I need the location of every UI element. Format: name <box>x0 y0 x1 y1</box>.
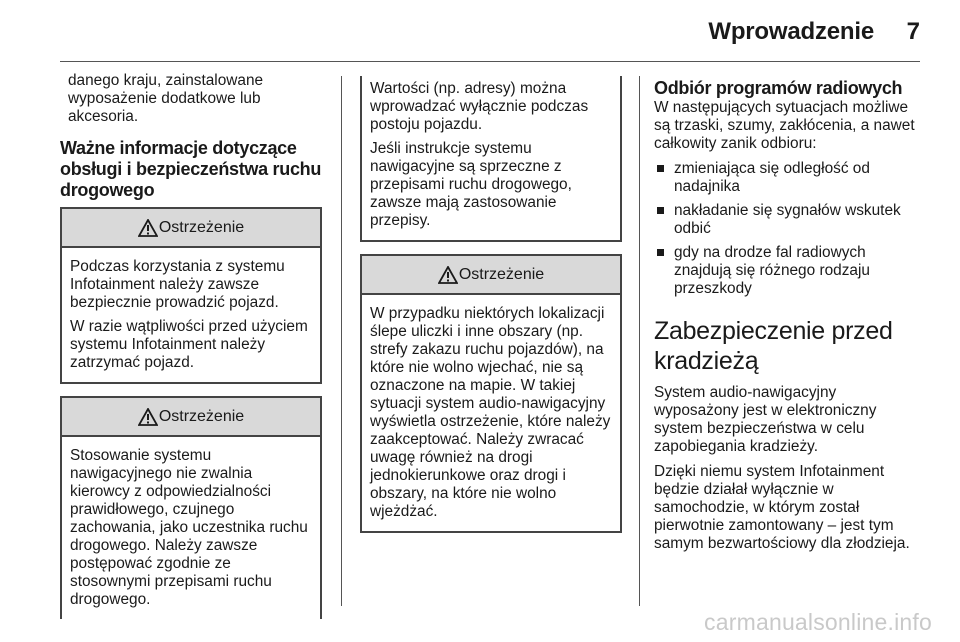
warning-triangle-icon <box>138 219 158 237</box>
body-paragraph: System audio-nawigacyjny wyposażony jest w elektroniczny system bezpieczeństwa w celu zapobiegania kradzieży. <box>654 384 877 455</box>
warning-body <box>362 295 620 531</box>
square-bullet-icon <box>657 207 664 214</box>
list-item <box>654 244 916 298</box>
watermark-text: carmanualsonline.info <box>704 609 932 635</box>
warning-title: Ostrzeżenie <box>458 265 545 283</box>
warning-paragraph: Stosowanie systemu nawigacyjnego nie zwalnia kierowcy z odpowiedzialności prawidłowego, czujnego zachowania, jako uczestnika ruchu drogowego. Należy zawsze postępować zgodnie ze stosownymi przepisami ruchu drogowego. <box>70 447 308 608</box>
column-3 <box>654 78 916 560</box>
column-1 <box>60 72 322 619</box>
warning-triangle-icon <box>138 408 158 426</box>
section-title: Zabezpieczenie przed kradzieżą <box>654 317 893 375</box>
warning-paragraph: Jeśli instrukcje systemu nawigacyjne są sprzeczne z przepisami ruchu drogowego, zawsze mają zastosowanie przepisy. <box>370 140 572 229</box>
warning-body <box>62 437 320 619</box>
warning-triangle-icon <box>438 266 458 284</box>
column-divider <box>341 76 342 606</box>
warning-title: Ostrzeżenie <box>158 218 245 236</box>
warning-paragraph: Podczas korzystania z systemu Infotainment należy zawsze bezpiecznie prowadzić pojazd. <box>70 258 285 311</box>
warning-box-continued <box>360 76 622 242</box>
column-divider <box>639 76 640 606</box>
list-item <box>654 160 916 196</box>
warning-header <box>62 398 320 437</box>
warning-box <box>360 254 622 533</box>
warning-header <box>62 209 320 248</box>
body-paragraph: W następujących sytuacjach możliwe są trzaski, szumy, zakłócenia, a nawet całkowity zanik odbioru: <box>654 99 915 152</box>
list-item-text: zmieniająca się odległość od nadajnika <box>674 160 870 195</box>
warning-body <box>62 248 320 382</box>
warning-title: Ostrzeżenie <box>158 407 245 425</box>
bullet-list <box>654 160 916 298</box>
section-heading: Odbiór programów radiowych <box>654 78 903 98</box>
header-rule <box>60 61 920 62</box>
page-number: 7 <box>906 18 920 45</box>
intro-line: akcesoria. <box>68 108 139 125</box>
intro-line: danego kraju, zainstalowane <box>68 72 264 89</box>
warning-paragraph: W razie wątpliwości przed użyciem systemu Infotainment należy zatrzymać pojazd. <box>70 318 308 371</box>
intro-text <box>60 72 322 126</box>
list-item <box>654 202 916 238</box>
warning-paragraph: W przypadku niektórych lokalizacji ślepe uliczki i inne obszary (np. strefy zakazu ruchu pojazdów), na które nie wolno wjechać, nie są oznaczone na mapie. W takiej sytuacji system audio-nawigacyjny wyświetla ostrzeżenie, które należy zaakceptować. Należy zwracać uwagę również na drogi jednokierunkowe oraz drogi i obszary, na które nie wolno wjeżdżać. <box>370 305 611 520</box>
header-title: Wprowadzenie <box>708 18 874 45</box>
list-item-text: gdy na drodze fal radiowych znajdują się różnego rodzaju przeszkody <box>674 244 870 297</box>
list-item-text: nakładanie się sygnałów wskutek odbić <box>674 202 901 237</box>
body-paragraph: Dzięki niemu system Infotainment będzie działał wyłącznie w samochodzie, w którym został pierwotnie zamontowany – jest tym samym bezwartościowy dla złodzieja. <box>654 463 910 552</box>
square-bullet-icon <box>657 165 664 172</box>
column-2 <box>360 76 622 545</box>
square-bullet-icon <box>657 249 664 256</box>
warning-box <box>60 396 322 619</box>
section-heading: Ważne informacje dotyczące obsługi i bezpieczeństwa ruchu drogowego <box>60 138 322 200</box>
warning-paragraph: Wartości (np. adresy) można wprowadzać wyłącznie podczas postoju pojazdu. <box>370 80 589 133</box>
warning-header <box>362 256 620 295</box>
warning-body <box>362 76 620 240</box>
intro-line: wyposażenie dodatkowe lub <box>68 90 261 107</box>
warning-box <box>60 207 322 384</box>
